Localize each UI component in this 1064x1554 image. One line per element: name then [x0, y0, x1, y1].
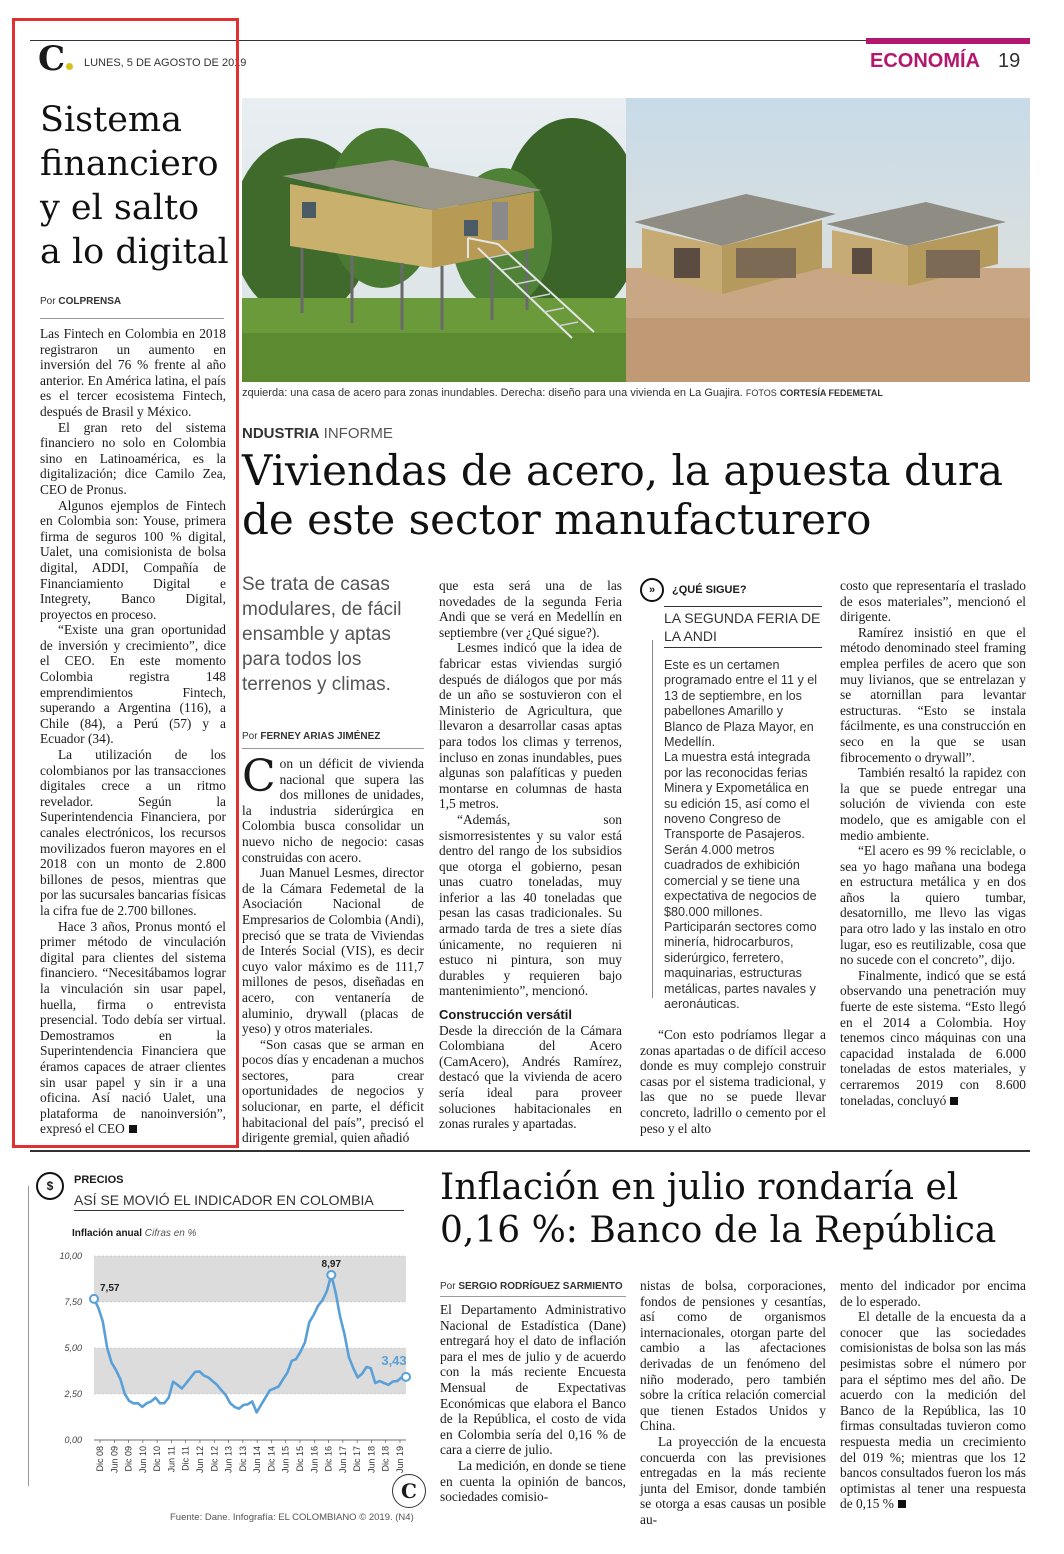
main-article-col4 — [840, 578, 1026, 1108]
paragraph: El Departamento Administrativo Nacional de Estadística (Dane) entregará hoy el dato de inflación para el mes de julio y de acuerdo con la más reciente Encuesta Mensual de Expectativas Económicas que elabora el Banco de la República, el costo de vida en Colombia sería del 0,16 % de cara a cierre de julio. — [440, 1302, 626, 1458]
crosshead: Construcción versátil — [439, 1007, 572, 1023]
main-kicker: NDUSTRIA INFORME — [242, 425, 393, 442]
sidebar-kicker: ¿QUÉ SIGUE? — [672, 584, 747, 596]
x-tick-label: Jun 09 — [109, 1446, 120, 1474]
que-sigue-box — [640, 578, 822, 1012]
x-tick-label: Dic 16 — [323, 1446, 334, 1472]
data-label: 8,97 — [321, 1258, 342, 1270]
data-point-marker — [90, 1295, 98, 1303]
paragraph: Juan Manuel Lesmes, director de la Cámara Fedemetal de la Asociación Nacional de Empresarios de Colombia (Andi), precisó que se trata de Viviendas de Interés Social (VIS), es decir cuyo valor máximo es de 111,7 millones de pesos, diseñadas en acero, con ventanería de aluminio, drywall (placas de yeso) y otros materiales. — [242, 865, 424, 1037]
main-headline: Viviendas de acero, la apuesta dura de este sector manufacturero — [242, 446, 1004, 544]
paragraph: También resaltó la rapidez con la que se puede entregar una solución de vivienda con este modelo, que es amigable con el medio ambiente. — [840, 765, 1026, 843]
paragraph: Este es un certamen programado entre el 11 y el 13 de septiembre, en los pabellones Amarillo y Blanco de Plaza Mayor, en Medellín. — [664, 658, 818, 750]
x-tick-label: Dic 12 — [209, 1446, 220, 1472]
paragraph: “Además, son sismorresistentes y su valor está dentro del rango de los subsidios que otorga el gobierno, pesan unas cuatro toneladas, muy inferior a las 40 toneladas que pesan las casas tradicionales. Su armado tarda de tres a siete días únicamente, no requieren ni estuco ni pintura, son muy durables y requieren bajo mantenimiento”, mencionó. — [439, 811, 622, 999]
section-color-bar — [866, 38, 1030, 44]
paragraph: “Con esto podríamos llegar a zonas apartadas o de difícil acceso donde es muy complejo construir casas por el sistema tradicional, y las que no se puede llevar concreto, ladrillo o cemento por el peso y el alto — [640, 1027, 826, 1136]
section-name: ECONOMÍA — [870, 50, 980, 72]
paragraph: Con un déficit de vivienda nacional que supera las dos millones de unidades, la industria siderúrgica en Colombia busca consolidar un nuevo nicho de negocio: casas construidas con acero. — [242, 751, 424, 865]
x-tick-label: Dic 15 — [295, 1446, 305, 1472]
chart-band — [94, 1348, 406, 1394]
inflation-chart — [34, 1170, 424, 1520]
paragraph: Las Fintech en Colombia en 2018 registraron un aumento en inversión del 76 % frente al año anterior. En América latina, el país es el tercer ecosistema Fintech, después de Brasil y México. — [40, 326, 226, 419]
y-tick-label: 10,00 — [59, 1251, 82, 1261]
y-tick-label: 7,50 — [64, 1297, 82, 1307]
inflation-col2 — [640, 1278, 826, 1528]
paragraph: Ramírez insistió en que el método denominado steel framing emplea perfiles de acero que son muy livianos, que se entrelazan y se atornillan para levantar estructuras. “Esto se instala fácilmente, es una construcción en seco en la que se usan fibrocemento o drywall”. — [840, 624, 1026, 765]
data-point-marker — [327, 1271, 335, 1279]
chart-kicker: PRECIOS — [74, 1174, 124, 1186]
chart-title-rule — [74, 1210, 404, 1211]
section-divider — [30, 1150, 1030, 1152]
photo-caption: zquierda: una casa de acero para zonas inundables. Derecha: diseño para una vivienda en La Guajira. FOTOS CORTESÍA FEDEMETAL — [242, 387, 883, 399]
x-tick-label: Jun 12 — [195, 1446, 205, 1474]
issue-date: LUNES, 5 DE AGOSTO DE 2019 — [84, 57, 247, 69]
inflation-byline-rule — [440, 1296, 626, 1297]
x-tick-label: Jun 15 — [280, 1446, 291, 1474]
chart-band — [94, 1256, 406, 1302]
paragraph: “Son casas que se arman en pocos días y encadenan a muchos sectores, para crear oportunidades de negocios y solucionar, en parte, el déficit habitacional del país”, precisó el dirigente gremial, quien añadió — [242, 1036, 424, 1146]
inflation-col3 — [840, 1278, 1026, 1512]
inflation-col1 — [440, 1302, 626, 1505]
x-tick-label: Dic 09 — [123, 1446, 134, 1472]
left-article-byline: Por COLPRENSA — [40, 296, 122, 307]
paragraph: Finalmente, indicó que se está observando una penetración muy fuerte de este sistema. “Esto llegó en el 2014 a Colombia. Hoy tenemos cinco máquinas con una capacidad instalada de 6.000 toneladas de estos materiales, y cerraremos 2019 con 8.600 toneladas, concluyó — [840, 967, 1026, 1108]
data-label: 3,43 — [381, 1352, 407, 1368]
data-label: 7,57 — [100, 1282, 120, 1294]
x-tick-label: Dic 17 — [352, 1446, 363, 1472]
chart-title: ASÍ SE MOVIÓ EL INDICADOR EN COLOMBIA — [74, 1192, 374, 1208]
paragraph: La proyección de la encuesta concuerda con las previsiones entregadas en la más reciente junta del Emisor, donde también se otorga a esas causas un posible au- — [640, 1433, 826, 1527]
paragraph: Hace 3 años, Pronus montó el primer método de vinculación digital para clientes del sistema financiero. “Necesitábamos lograr la vinculación sin usar papel, huella, firma o entrevista presencial. Todo debía ser virtual. Demostramos en la Superintendencia Financiera que éramos capaces de atraer clientes sin usar papel y sin ir a una oficina. Así nació Ualet, una plataforma de nanoinversión”, expresó el CEO — [40, 918, 226, 1137]
paragraph: Lesmes indicó que la idea de fabricar estas viviendas surgió después de diálogos que por más de un año se sostuvieron con el Ministerio de Agricultura, que llevaron a desarrollar casas aptas para todos los climas y terrenos, incluso en zonas inundables, pues algunas son palafíticas y pueden montarse en columnas de hasta 1,5 metros. — [439, 640, 622, 812]
newspaper-logo-small: C — [392, 1474, 426, 1508]
x-tick-label: Jun 18 — [366, 1446, 377, 1474]
x-tick-label: Dic 10 — [152, 1446, 163, 1472]
paragraph: La utilización de los colombianos por las transacciones digitales crece a un ritmo revelador. Según la Superintendencia Financiera, por canales electrónicos, los recursos movilizados fueron mayores en el 2018 con un monto de 2.800 billones de pesos, mientras que por las sucursales bancarias físicas la cifra fue de 2.700 billones. — [40, 747, 226, 918]
inflation-byline: Por SERGIO RODRÍGUEZ SARMIENTO — [440, 1281, 623, 1292]
paragraph: La medición, en donde se tiene en cuenta la opinión de bancos, sociedades comisio- — [440, 1457, 626, 1505]
paragraph: “Existe una gran oportunidad de inversión y crecimiento”, dice el CEO. En este momento Colombia registra 148 emprendimientos Fintech, superando a Argentina (116), a Chile (84), a Perú (57) y a Ecuador (34). — [40, 622, 226, 747]
paragraph: “El acero es 99 % reciclable, o sea yo hago mañana una bodega en estructura metálica y en dos años la quiero tumbar, desatornillo, me llevo las vigas para otro lado y las instalo en otro lugar, eso es reutilizable, cosa que no sucede con el concreto”, dijo. — [840, 843, 1026, 968]
y-tick-label: 2,50 — [64, 1389, 82, 1399]
end-mark — [950, 1097, 958, 1105]
paragraph: costo que representaría el traslado de esos materiales”, mencionó el dirigente. — [840, 578, 1026, 625]
sidebar-body — [664, 658, 822, 1012]
x-tick-label: Jun 16 — [309, 1446, 320, 1474]
drop-cap: C — [242, 751, 276, 802]
inflation-headline: Inflación en julio rondaría el 0,16 %: Banco de la República — [440, 1167, 997, 1251]
forward-icon: » — [640, 578, 664, 602]
page-number: 19 — [998, 50, 1021, 72]
price-tag-icon: $ — [36, 1172, 64, 1200]
paragraph: mento del indicador por encima de lo esperado. — [840, 1278, 1026, 1309]
chart-plot — [34, 1240, 424, 1520]
main-byline-rule — [242, 748, 424, 749]
data-point-marker — [402, 1373, 410, 1381]
y-tick-label: 5,00 — [64, 1343, 82, 1353]
main-article-col2 — [439, 578, 622, 1132]
paragraph: Desde la dirección de la Cámara Colombiana del Acero (CamAcero), Andrés Ramírez, destacó que la vivienda de acero sería ideal para proveer soluciones habitacionales en zonas rurales y apartadas. — [439, 1022, 622, 1132]
paragraph: El detalle de la encuesta da a conocer que las sociedades comisionistas de bolsa son las más pesimistas sobre el número por para el séptimo mes del año. De acuerdo con la medición del Banco de la República, las 10 firmas consultadas tuvieron como respuesta media un crecimiento del 019 %; mientras que los 12 bancos consultados fueron los más optimistas al tener una respuesta de 0,15 % — [840, 1309, 1026, 1512]
sidebar-rule — [652, 640, 653, 998]
x-tick-label: Dic 14 — [266, 1446, 277, 1472]
x-tick-label: Dic 08 — [95, 1446, 105, 1472]
x-tick-label: Jun 10 — [137, 1446, 148, 1474]
newspaper-logo: C — [38, 42, 73, 76]
x-tick-label: Jun 11 — [166, 1446, 177, 1473]
chart-ylabel: Inflación anual Cifras en % — [72, 1228, 197, 1239]
sidebar-title: LA SEGUNDA FERIA DE LA ANDI — [664, 610, 821, 644]
photo-stilt-house — [242, 98, 626, 382]
x-tick-label: Dic 13 — [237, 1446, 248, 1472]
x-tick-label: Dic 18 — [380, 1446, 391, 1472]
main-subhead: Se trata de casas modulares, de fácil ensamble y aptas para todos los terrenos y climas. — [242, 574, 402, 695]
chart-source: Fuente: Dane. Infografía: EL COLOMBIANO © 2019. (N4) — [170, 1512, 414, 1523]
x-tick-label: Jun 14 — [252, 1446, 263, 1474]
photo-guajira-house — [626, 98, 1030, 382]
main-article-col3 — [640, 1027, 826, 1136]
x-tick-label: Jun 13 — [223, 1446, 234, 1474]
end-mark — [898, 1500, 906, 1508]
x-tick-label: Jun 17 — [337, 1446, 348, 1474]
paragraph: El gran reto del sistema financiero no solo en Colombia sino en Latinoamérica, es la digitalización; dice Camilo Zea, CEO de Pronus. — [40, 419, 226, 497]
paragraph: que esta será una de las novedades de la segunda Feria Andi que se verá en Medellín en septiembre (ver ¿Qué sigue?). — [439, 578, 622, 640]
main-byline: Por FERNEY ARIAS JIMÉNEZ — [242, 731, 381, 742]
main-article-col1 — [242, 751, 424, 1146]
paragraph: La muestra está integrada por las reconocidas ferias Minera y Expometálica en su edición 15, así como el noveno Congreso de Transporte de Pasajeros. Serán 4.000 metros cuadrados de exhibición comercial y se tiene una expectativa de negocios de $80.000 millones. Participarán sectores como minería, hidrocarburos, siderúrgico, ferretero, maquinarias, estructuras metálicas, partes navales y aeronáuticas. — [664, 750, 817, 1011]
y-tick-label: 0,00 — [64, 1435, 82, 1445]
paragraph: Algunos ejemplos de Fintech en Colombia son: Youse, primera firma de seguros 100 % digital, Ualet, una comisionista de bolsa digital, ADDI, Compañía de Financiamiento Digital e Integrety, Banco Digital, proyectos en proceso. — [40, 497, 226, 622]
x-tick-label: Dic 11 — [180, 1446, 191, 1471]
left-article-title: Sistema financiero y el salto a lo digital — [40, 100, 229, 272]
x-tick-label: Jun 19 — [395, 1446, 405, 1474]
paragraph: nistas de bolsa, corporaciones, fondos de pensiones y cesantías, así como de organismos internacionales, otorgan parte del cambio a las afectaciones derivadas de un fenómeno del niño moderado, pero también sobre la crítica relación comercial que tienen Estados Unidos y China. — [640, 1278, 826, 1434]
highlight-frame — [12, 18, 239, 1148]
